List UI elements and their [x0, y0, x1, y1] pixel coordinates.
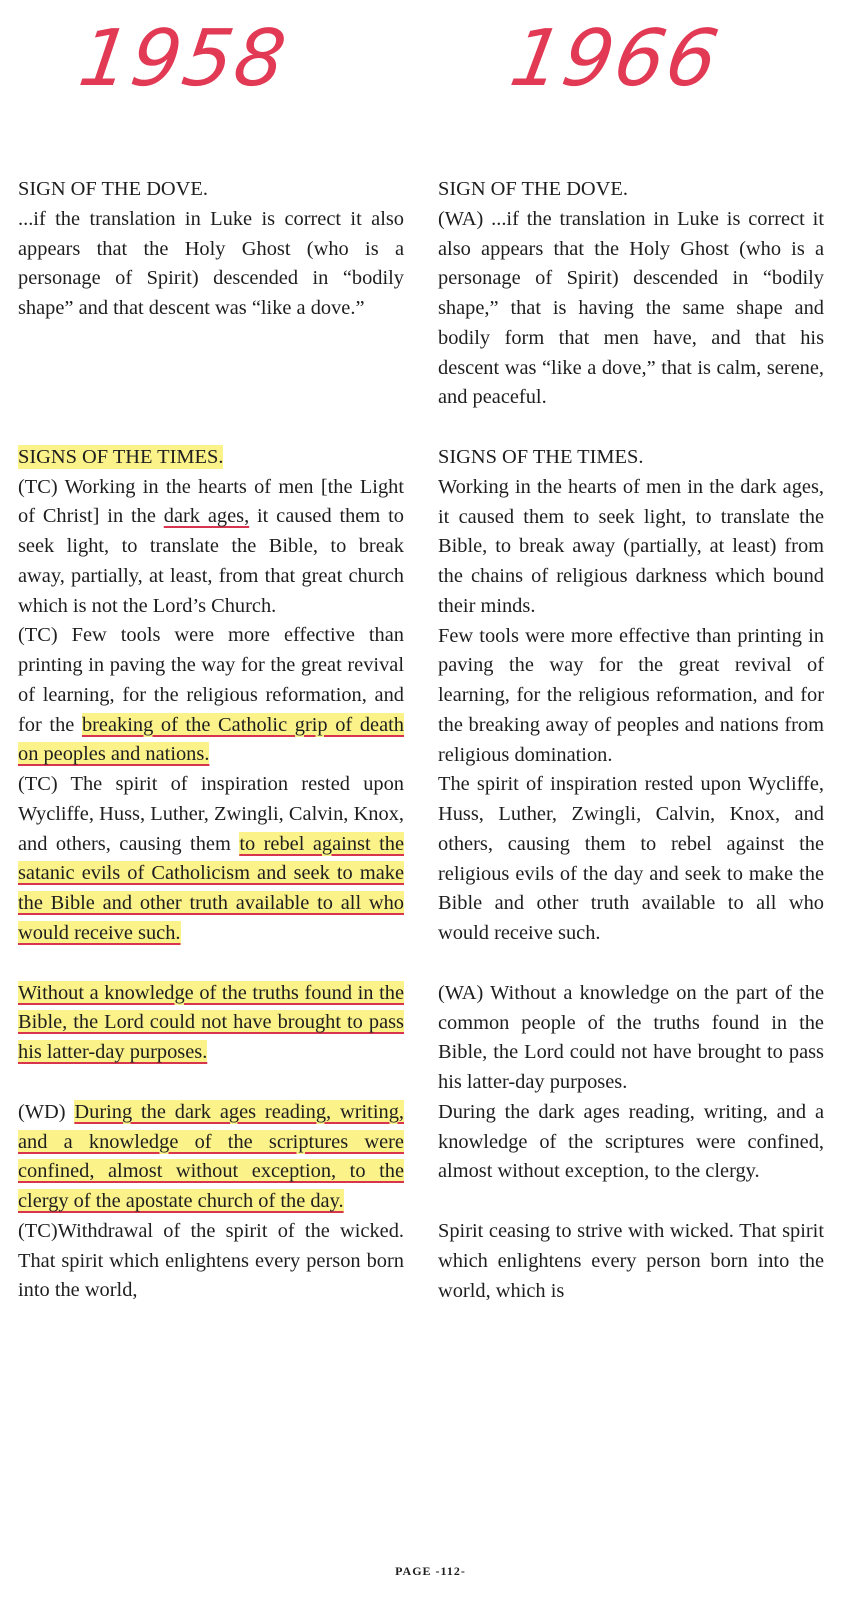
left-withdrawal-text: (TC)Withdrawal of the spirit of the wicked. That spirit which enlightens every person born into the world, — [18, 1219, 404, 1302]
right-knowledge-section — [438, 979, 824, 1187]
left-times-p3-text: (TC) The spirit of inspiration rested upon Wycliffe, Huss, Luther, Zwingli, Calvin, Knox, and others, causing them — [18, 773, 404, 855]
column-1958 — [18, 175, 404, 1306]
left-knowledge-section — [18, 979, 404, 1068]
left-times-p3-highlight: to rebel against the satanic evils of Catholicism and seek to make the Bible and other truth available to all who would receive such. — [18, 832, 404, 944]
year-1958-handwritten: 1958 — [73, 14, 293, 104]
right-times-heading: SIGNS OF THE TIMES. — [438, 446, 644, 468]
right-times-p2: Few tools were more effective than printing in paving the way for the great revival of learning, for the religious reformation, and for the breaking away of peoples and nations from religious domination. — [438, 624, 824, 766]
left-times-section — [18, 443, 404, 949]
left-times-p1 — [18, 473, 404, 622]
left-dove-text: ...if the translation in Luke is correct it also appears that the Holy Ghost (who is a personage of Spirit) descended in “bodily shape” and that descent was “like a dove.” — [18, 207, 404, 319]
right-times-section — [438, 443, 824, 949]
left-dove-section — [18, 175, 404, 324]
page-number: PAGE -112- — [395, 1564, 466, 1578]
left-times-heading — [18, 443, 404, 473]
left-times-p2-highlight: breaking of the Catholic grip of death on peoples and nations. — [18, 713, 404, 766]
right-dove-section — [438, 175, 824, 413]
right-times-p1: Working in the hearts of men in the dark ages, it caused them to seek light, to translate the Bible, to break away (partially, at least) from the chains of religious darkness which bound their minds. — [438, 475, 824, 617]
left-times-p2-text: (TC) Few tools were more effective than printing in paving the way for the great revival of learning, for the religious reformation, and for the — [18, 624, 404, 736]
column-1966 — [438, 175, 824, 1306]
left-knowledge-highlight: Without a knowledge of the truths found in the Bible, the Lord could not have brought to pass his latter-day purposes. — [18, 981, 404, 1063]
right-knowledge-text: (WA) Without a knowledge on the part of the common people of the truths found in the Bible, the Lord could not have brought to pass his latter-day purposes. — [438, 981, 824, 1093]
left-dark-ages-prefix: (WD) — [18, 1100, 75, 1123]
left-times-p1-rest: it caused them to seek light, to translate the Bible, to break away, partially, at least, from that great church which is not the Lord’s Church. — [18, 505, 404, 617]
left-knowledge-text — [18, 979, 404, 1068]
right-dark-ages-text: During the dark ages reading, writing, and a knowledge of the scriptures were confined, almost without exception, to the clergy. — [438, 1100, 824, 1183]
left-dark-ages-section — [18, 1098, 404, 1306]
left-dark-ages-text — [18, 1098, 404, 1217]
left-dark-ages-highlight: During the dark ages reading, writing, and a knowledge of the scriptures were confined, almost without exception, to the clergy of the apostate church of the day. — [18, 1100, 404, 1212]
right-dove-text: (WA) ...if the translation in Luke is correct it also appears that the Holy Ghost (who is a personage of Spirit) descended in “bodily shape,” that is having the same shape and bodily form that men have, and that his descent was “like a dove,” that is calm, serene, and peaceful. — [438, 207, 824, 409]
left-times-p1-text: (TC) Working in the hearts of men [the Light of Christ] in the — [18, 475, 404, 528]
left-dove-heading: SIGN OF THE DOVE. — [18, 178, 208, 200]
left-dark-ages-underlined: dark ages, — [163, 505, 250, 528]
left-times-heading-text: SIGNS OF THE TIMES. — [18, 445, 224, 468]
year-1966-handwritten: 1966 — [504, 14, 727, 104]
right-spirit-text: Spirit ceasing to strive with wicked. That spirit which enlightens every person born into the world, which is — [438, 1220, 824, 1302]
right-dove-heading: SIGN OF THE DOVE. — [438, 178, 628, 200]
left-times-p3 — [18, 770, 404, 949]
right-times-p3: The spirit of inspiration rested upon Wycliffe, Huss, Luther, Zwingli, Calvin, Knox, and others, causing them to rebel against the religious evils of the day and seek to make the Bible and other truth available to all who would receive such. — [438, 773, 824, 944]
left-times-p2 — [18, 621, 404, 770]
right-spirit-section — [438, 1217, 824, 1306]
